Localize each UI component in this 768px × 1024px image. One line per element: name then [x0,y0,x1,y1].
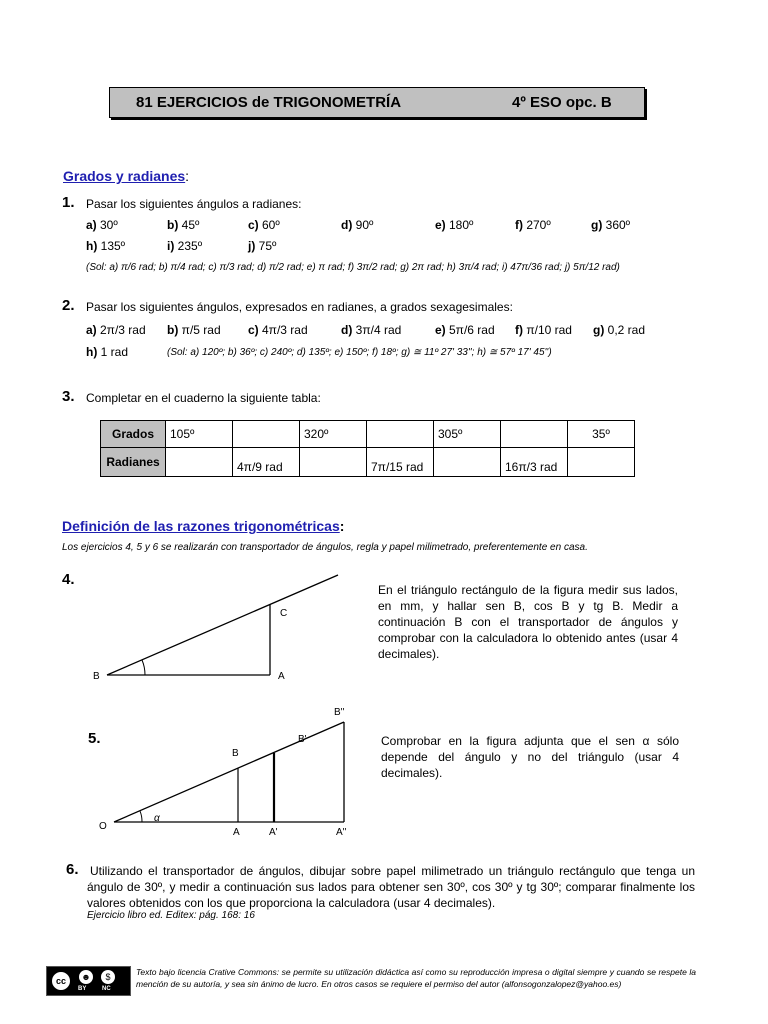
angle-arc [142,660,145,675]
table-row [101,448,635,477]
exercise-1-prompt: Pasar los siguientes ángulos a radianes: [86,197,302,211]
ex1-item: c) 60º [248,218,280,232]
ex1-item: j) 75º [248,239,277,253]
table-cell: 105º [166,421,233,448]
exercise-3-number: 3. [62,388,75,405]
course-level: 4º ESO opc. B [512,94,612,111]
ex1-item: e) 180º [435,218,474,232]
table-cell [367,421,434,448]
label-A2: A'' [336,827,347,838]
table-cell: 16π/3 rad [501,448,568,477]
hypotenuse-line [107,575,338,675]
ex2-item-h: h) 1 rad [86,345,129,359]
ex1-item: f) 270º [515,218,551,232]
table-cell: 4π/9 rad [233,448,300,477]
table-cell: 320º [300,421,367,448]
table-cell [568,448,635,477]
exercise-6-text: Utilizando el transportador de ángulos, dibujar sobre papel milimetrado un triángulo rectángulo que tenga un ángulo de 30º, y medir a continuación sus lados para obtener sen 30º, cos 30º y tg 30º; comparar finalmente los valores obtenidos con los que proporciona la calculadora (usar 4 decimales). [87,864,695,910]
section-title: Grados y radianes [63,168,186,184]
label-alpha: α [154,813,160,824]
table-cell [300,448,367,477]
ex1-item: d) 90º [341,218,374,232]
hypotenuse-line [114,722,344,822]
attribution-icon: ☻ [79,970,93,984]
table-cell: 35º [568,421,635,448]
exercise-1-solution: (Sol: a) π/6 rad; b) π/4 rad; c) π/3 rad; d) π/2 rad; e) π rad; f) 3π/2 rad; g) 2π rad; h) 3π/4 rad; i) 47π/36 rad; j) 5π/12 rad) [86,262,620,273]
row-header: Grados [101,421,166,448]
section-note: Los ejercicios 4, 5 y 6 se realizarán con transportador de ángulos, regla y papel milimetrado, preferentemente en casa. [62,542,588,553]
exercise-6-reference: Ejercicio libro ed. Editex: pág. 168: 16 [87,910,255,921]
exercise-5-text: Comprobar en la figura adjunta que el sen α sólo depende del ángulo y no del triángulo (usar 4 decimales). [381,734,679,780]
ex2-item: e) 5π/6 rad [435,323,495,337]
label-B: B [93,671,100,682]
triangle-figure-ex5 [92,700,372,840]
nc-label: NC [102,986,111,992]
exercise-2-number: 2. [62,297,75,314]
table-cell [434,448,501,477]
ex2-item: c) 4π/3 rad [248,323,308,337]
exercise-4-number: 4. [62,571,75,588]
exercise-4-text: En el triángulo rectángulo de la figura medir sus lados, en mm, y hallar sen B, cos B y tg B. Medir a continuación B con el transportador de ángulos y comprobar con la calculadora lo obtenido antes (usar 4 decimales). [378,583,678,661]
table-cell: 305º [434,421,501,448]
ex1-item: a) 30º [86,218,118,232]
label-B2: B'' [334,707,345,718]
exercise-1-number: 1. [62,194,75,211]
title-box [109,87,645,118]
angle-arc [140,811,142,822]
exercise-2-prompt: Pasar los siguientes ángulos, expresados en radianes, a grados sexagesimales: [86,300,513,314]
ex1-item: h) 135º [86,239,126,253]
table-cell [233,421,300,448]
label-B1: B' [298,734,307,745]
label-A1: A' [269,827,278,838]
document-title: 81 EJERCICIOS de TRIGONOMETRÍA [136,94,402,111]
ex1-item: g) 360º [591,218,631,232]
ex1-item: b) 45º [167,218,200,232]
label-O: O [99,821,107,832]
license-text: Texto bajo licencia Crative Commons: se permite su utilización didáctica así como su reproducción impresa o digital siempre y cuando se respete la mención de su autoría, y sea sin ánimo de lucro. En otros casos se requiere el permiso del autor (alfonsogonzalopez@yahoo.es) [136,967,696,989]
triangle-figure-ex4 [80,570,380,685]
ex2-item: a) 2π/3 rad [86,323,146,337]
ex2-item: g) 0,2 rad [593,323,646,337]
by-label: BY [78,986,87,992]
cc-license-badge[interactable] [46,966,131,996]
table-cell [501,421,568,448]
section-grados-radianes: Grados y radianes: [63,168,190,184]
exercise-5-number: 5. [88,730,101,747]
cc-icon: cc [50,970,72,992]
exercise-6-number: 6. [66,861,79,878]
table-cell [166,448,233,477]
row-header: Radianes [101,448,166,477]
table-cell: 7π/15 rad [367,448,434,477]
ex2-item: f) π/10 rad [515,323,572,337]
section-title: Definición de las razones trigonométricas [62,518,340,534]
noncommercial-icon: $ [101,970,115,984]
label-C: C [280,608,288,619]
ex2-item: d) 3π/4 rad [341,323,402,337]
label-A: A [233,827,240,838]
conversion-table [100,420,635,477]
table-row [101,421,635,448]
ex1-item: i) 235º [167,239,203,253]
label-B: B [232,748,239,759]
exercise-3-prompt: Completar en el cuaderno la siguiente tabla: [86,391,321,405]
section-razones: Definición de las razones trigonométricas: [62,518,345,534]
label-A: A [278,671,285,682]
ex2-item: b) π/5 rad [167,323,221,337]
exercise-2-solution: (Sol: a) 120º; b) 36º; c) 240º; d) 135º; e) 150º; f) 18º; g) ≅ 11º 27' 33''; h) ≅ 57º 17' 45'') [167,347,552,358]
